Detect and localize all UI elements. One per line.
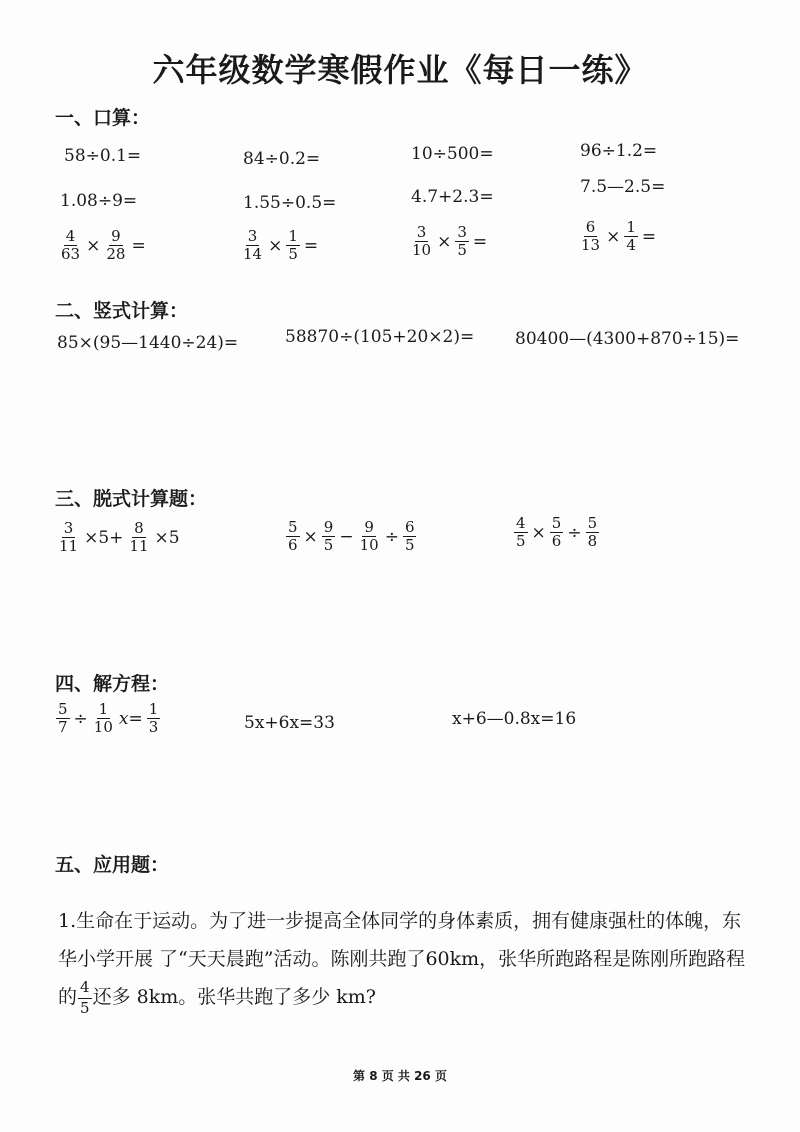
fraction: $\frac{5}{6}$ <box>551 514 562 551</box>
oral-fraction-item: $\frac{4}{63}$ × $\frac{9}{28}$ = <box>61 227 146 264</box>
stepwise-exercise: $\frac{5}{6}$ × $\frac{9}{5}$ − $\frac{9}{10}$ ÷ $\frac{6}{5}$ <box>288 518 415 555</box>
oral-fraction-item: $\frac{6}{13}$ × $\frac{1}{4}$ = <box>581 218 657 255</box>
section-equations-heading: 四、解方程： <box>55 673 170 695</box>
fraction: $\frac{9}{5}$ <box>323 518 334 555</box>
fraction: $\frac{5}{8}$ <box>587 514 598 551</box>
fraction: $\frac{3}{11}$ <box>59 519 79 556</box>
fraction: $\frac{1}{10}$ <box>93 700 113 737</box>
oral-item: 84÷0.2= <box>243 149 321 169</box>
fraction: $\frac{3}{10}$ <box>412 223 432 260</box>
vertical-exercise: 85×(95—1440÷24)= <box>57 333 239 353</box>
stepwise-exercise: $\frac{4}{5}$ × $\frac{5}{6}$ ÷ $\frac{5}{8}$ <box>516 514 598 551</box>
fraction: $\frac{9}{28}$ <box>106 227 126 264</box>
oral-item: 1.08÷9= <box>60 191 138 211</box>
vertical-exercise: 80400—(4300+870÷15)= <box>515 329 740 349</box>
section-word-problem-heading: 五、应用题： <box>55 854 170 876</box>
fraction: $\frac{4}{63}$ <box>61 227 81 264</box>
page-footer: 第 8 页 共 26 页 <box>353 1069 447 1083</box>
vertical-exercise: 58870÷(105+20×2)= <box>285 327 475 347</box>
section-oral-heading: 一、口算： <box>55 107 151 129</box>
fraction: $\frac{4}{5}$ <box>516 514 526 551</box>
oral-item: 10÷500= <box>411 144 494 164</box>
fraction: $\frac{1}{4}$ <box>626 218 636 255</box>
fraction: $\frac{3}{5}$ <box>457 223 467 260</box>
page-title: 六年级数学寒假作业《每日一练》 <box>152 51 648 89</box>
section-stepwise-heading: 三、脱式计算题： <box>55 488 208 510</box>
fraction: $\frac{4}{5}$ <box>80 978 90 1017</box>
oral-item: 4.7+2.3= <box>411 187 494 207</box>
fraction: $\frac{1}{5}$ <box>288 227 298 264</box>
equation: $\frac{5}{7}$ ÷ $\frac{1}{10}$ x= $\frac{1}{3}$ <box>58 700 159 737</box>
word-problem-text: 1.生命在于运动。为了进一步提高全体同学的身体素质，拥有健康强杜的体魄，东华小学开展 了“天天晨跑”活动。陈刚共跑了60km，张华所跑路程是陈刚所跑路程的 $\frac{4}{5}$ 还多 8km。张华共跑了多少 km? <box>58 910 746 1017</box>
oral-item: 1.55÷0.5= <box>243 193 337 213</box>
equation: 5x+6x=33 <box>244 713 335 733</box>
section-vertical-heading: 二、竖式计算： <box>55 300 189 322</box>
oral-item: 7.5—2.5= <box>580 177 666 197</box>
fraction: $\frac{5}{7}$ <box>58 700 68 737</box>
stepwise-exercise: $\frac{3}{11}$ ×5+ $\frac{8}{11}$ ×5 <box>59 519 180 556</box>
fraction: $\frac{1}{3}$ <box>148 700 159 737</box>
fraction: $\frac{9}{10}$ <box>359 518 379 555</box>
equation: x+6—0.8x=16 <box>452 709 577 729</box>
fraction: $\frac{6}{5}$ <box>404 518 415 555</box>
oral-fraction-item: $\frac{3}{10}$ × $\frac{3}{5}$ = <box>412 223 488 260</box>
fraction: $\frac{6}{13}$ <box>581 218 601 255</box>
oral-item: 96÷1.2= <box>580 141 658 161</box>
oral-fraction-item: $\frac{3}{14}$ × $\frac{1}{5}$ = <box>243 227 319 264</box>
fraction: $\frac{5}{6}$ <box>288 518 298 555</box>
fraction: $\frac{8}{11}$ <box>129 519 149 556</box>
oral-item: 58÷0.1= <box>64 146 142 166</box>
fraction: $\frac{3}{14}$ <box>243 227 263 264</box>
